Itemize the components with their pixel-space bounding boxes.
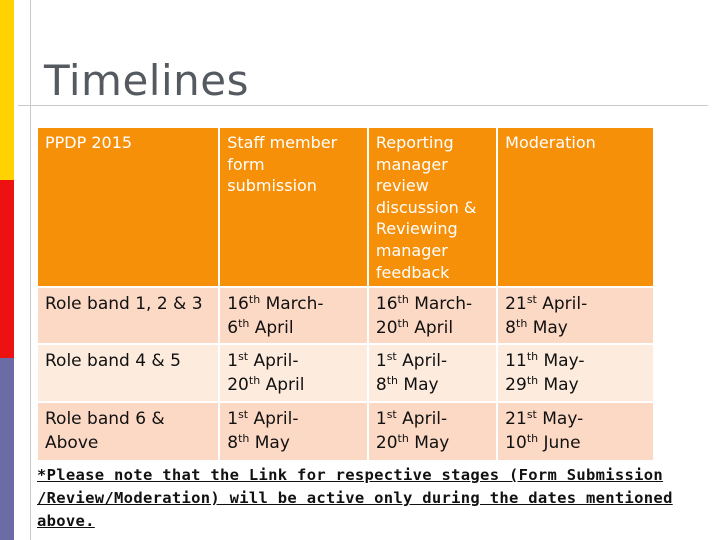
end-date: 20th May bbox=[375, 432, 450, 454]
header-review-line-3: review bbox=[375, 176, 429, 196]
header-review-line-2: manager bbox=[375, 154, 448, 174]
cell-staff-dates bbox=[219, 344, 368, 402]
end-date: 20th April bbox=[227, 374, 305, 396]
header-review bbox=[368, 127, 497, 287]
header-staff-line-1: Staff member bbox=[227, 133, 338, 152]
cell-review-dates bbox=[368, 287, 497, 344]
role-band-line-1: Role band 6 & bbox=[45, 409, 165, 430]
accent-bar-purple bbox=[0, 358, 14, 540]
start-date: 21st May- bbox=[505, 408, 584, 430]
header-review-line-4: discussion & bbox=[375, 197, 477, 217]
cell-role-band bbox=[37, 402, 219, 461]
cell-review-dates bbox=[368, 402, 497, 461]
header-moderation-text: Moderation bbox=[505, 133, 596, 152]
header-ppdp bbox=[37, 127, 219, 287]
header-ppdp-text: PPDP 2015 bbox=[45, 133, 133, 152]
end-date: 8th May bbox=[227, 432, 290, 454]
cell-review-dates bbox=[368, 344, 497, 402]
cell-role-band bbox=[37, 287, 219, 344]
header-staff-submission bbox=[219, 127, 368, 287]
accent-bar-yellow bbox=[0, 0, 14, 180]
header-review-line-6: manager bbox=[375, 240, 448, 260]
dates-note: *Please note that the Link for respective stages (Form Submission /Review/Moderation) will be active only during the dates mentioned above. bbox=[37, 466, 673, 530]
role-band-text: Role band 1, 2 & 3 bbox=[45, 294, 203, 315]
header-review-line-1: Reporting bbox=[375, 133, 454, 152]
page-title: Timelines bbox=[44, 56, 249, 105]
start-date: 1st April- bbox=[375, 350, 448, 372]
end-date: 29th May bbox=[505, 374, 579, 396]
header-staff-line-3: submission bbox=[227, 176, 317, 196]
header-moderation bbox=[497, 127, 654, 287]
cell-moderation-dates bbox=[497, 402, 654, 461]
table-row bbox=[37, 287, 654, 344]
role-band-text: Role band 4 & 5 bbox=[45, 351, 181, 372]
vertical-guide-line bbox=[30, 0, 31, 540]
start-date: 1st April- bbox=[227, 350, 299, 372]
timeline-table bbox=[36, 126, 655, 462]
start-date: 11th May- bbox=[505, 350, 585, 372]
start-date: 1st April- bbox=[227, 408, 299, 430]
cell-moderation-dates bbox=[497, 287, 654, 344]
cell-role-band bbox=[37, 344, 219, 402]
end-date: 10th June bbox=[505, 432, 581, 454]
cell-moderation-dates bbox=[497, 344, 654, 402]
header-review-line-5: Reviewing bbox=[375, 219, 458, 239]
header-staff-line-2: form bbox=[227, 154, 265, 174]
start-date: 16th March- bbox=[227, 293, 324, 315]
end-date: 8th May bbox=[375, 374, 439, 396]
start-date: 21st April- bbox=[505, 293, 588, 315]
cell-staff-dates bbox=[219, 287, 368, 344]
start-date: 1st April- bbox=[375, 408, 448, 430]
role-band-line-2: Above bbox=[45, 433, 99, 454]
end-date: 6th April bbox=[227, 317, 294, 339]
header-review-line-7: feedback bbox=[375, 262, 450, 282]
start-date: 16th March- bbox=[375, 293, 473, 315]
accent-bar-red bbox=[0, 180, 14, 358]
table-row bbox=[37, 344, 654, 402]
end-date: 20th April bbox=[375, 317, 454, 339]
end-date: 8th May bbox=[505, 317, 568, 339]
table-header-row bbox=[37, 127, 654, 287]
title-underline bbox=[18, 105, 708, 106]
table-row bbox=[37, 402, 654, 461]
cell-staff-dates bbox=[219, 402, 368, 461]
